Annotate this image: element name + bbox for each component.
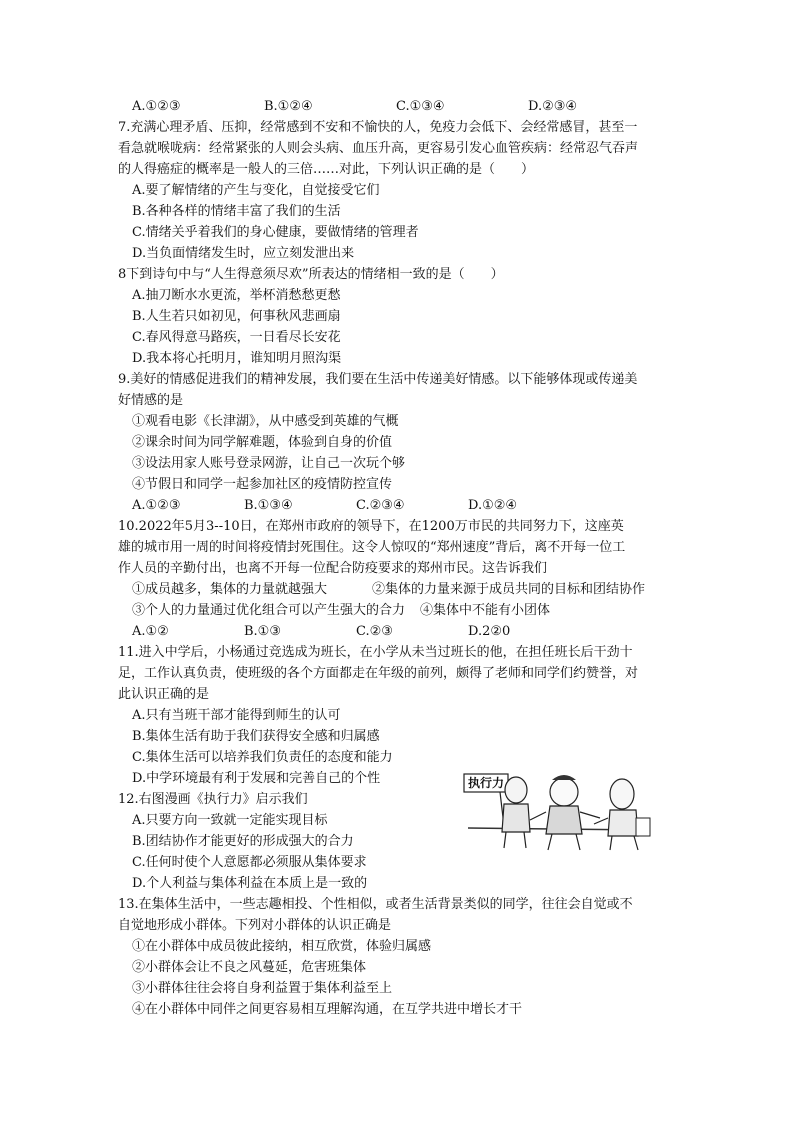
statement-item: ②小群体会让不良之风蔓延，危害班集体: [132, 960, 367, 975]
question-8: [118, 264, 678, 369]
option-d: D.中学环境最有利于发展和完善自己的个性: [132, 771, 381, 786]
option-a: A.①②: [132, 624, 169, 639]
option-a: A.抽刀断水水更流，举杯消愁愁更愁: [132, 288, 341, 303]
exam-page: [118, 96, 678, 1020]
option-a: A.①②③: [132, 99, 181, 114]
option-d: D.当负面情绪发生时，应立刻发泄出来: [132, 246, 355, 261]
question-7: [118, 117, 678, 264]
statement-item: ③设法用家人账号登录网游，让自己一次玩个够: [132, 456, 406, 471]
question-9: [118, 369, 678, 516]
option-c: C.情绪关乎着我们的身心健康，要做情绪的管理者: [132, 225, 419, 240]
option-b: B.①③④: [244, 498, 293, 513]
option-b: B.①③: [244, 624, 281, 639]
question-stem: 13.在集体生活中，一些志趣相投、个性相似，或者生活背景类似的同学，往往会自觉或不: [118, 897, 633, 912]
question-stem: 8下到诗句中与“人生得意须尽欢”所表达的情绪相一致的是（ ）: [118, 267, 504, 282]
question-stem: 此认识正确的是: [118, 687, 210, 702]
question-stem: 9.美好的情感促进我们的精神发展，我们要在生活中传递美好情感。以下能够体现或传递美: [118, 372, 638, 387]
option-b: B.团结协作才能更好的形成强大的合力: [132, 834, 354, 849]
option-c: C.任何时使个人意愿都必须服从集体要求: [132, 855, 367, 870]
question-11: [118, 642, 678, 789]
question-13: [118, 894, 678, 1020]
option-d: D.我本将心托明月，谁知明月照沟渠: [132, 351, 342, 366]
option-c: C.春风得意马路疾，一日看尽长安花: [132, 330, 341, 345]
option-b: B.各种各样的情绪丰富了我们的生活: [132, 204, 341, 219]
option-b: B.①②④: [264, 99, 313, 114]
statement-item: ①观看电影《长津湖》，从中感受到英雄的气概: [132, 414, 399, 429]
statement-item: ④集体中不能有小团体: [420, 603, 551, 618]
question-stem: 好情感的是: [118, 393, 184, 408]
statement-item: ③个人的力量通过优化组合可以产生强大的合力: [132, 603, 406, 618]
option-d: D.①②④: [468, 498, 518, 513]
option-c: C.集体生活可以培养我们负责任的态度和能力: [132, 750, 393, 765]
execution-cartoon-image: [460, 768, 660, 854]
statement-item: ④在小群体中同伴之间更容易相互理解沟通，在互学共进中增长才干: [132, 1002, 523, 1017]
statement-item: ②集体的力量来源于成员共同的目标和团结协作: [372, 582, 646, 597]
question-stem: 作人员的辛勤付出，也离不开每一位配合防疫要求的郑州市民。这告诉我们: [118, 561, 548, 576]
option-a: A.只要方向一致就一定能实现目标: [132, 813, 328, 828]
option-c: C.②③④: [356, 498, 405, 513]
option-b: B.集体生活有助于我们获得安全感和归属感: [132, 729, 380, 744]
question-10: [118, 516, 678, 642]
option-c: C.②③: [356, 624, 393, 639]
question-stem: 7.充满心理矛盾、压抑，经常感到不安和不愉快的人，免疫力会低下、会经常感冒，甚至一: [118, 120, 638, 135]
statement-row: [118, 600, 678, 621]
statement-item: ①成员越多，集体的力量就越强大: [132, 582, 328, 597]
option-d: D.2②0: [468, 624, 511, 639]
q10-options: [118, 621, 678, 642]
question-stem: 雄的城市用一周的时间将疫情封死围住。这令人惊叹的“郑州速度”背后，离不开每一位工: [118, 540, 626, 555]
statement-item: ③小群体往往会将自身利益置于集体利益至上: [132, 981, 393, 996]
option-a: A.只有当班干部才能得到师生的认可: [132, 708, 341, 723]
option-d: D.②③④: [528, 99, 578, 114]
statement-item: ④节假日和同学一起参加社区的疫情防控宣传: [132, 477, 393, 492]
statement-item: ①在小群体中成员彼此接纳，相互欣赏，体验归属感: [132, 939, 432, 954]
option-a: A.要了解情绪的产生与变化，自觉接受它们: [132, 183, 380, 198]
statement-row: [118, 579, 678, 600]
question-stem: 看急就喉咙病：经常紧张的人则会头病、血压升高，更容易引发心血管疾病：经常忍气吞声: [118, 141, 639, 156]
question-stem: 10.2022年5月3--10日，在郑州市政府的领导下，在1200万市民的共同努力下，这座英: [118, 519, 624, 534]
option-d: D.个人利益与集体利益在本质上是一致的: [132, 876, 368, 891]
question-stem: 11.进入中学后，小杨通过竞选成为班长，在小学从未当过班长的他，在担任班长后干劲十: [118, 645, 633, 660]
question-stem: 自觉地形成小群体。下列对小群体的认识正确是: [118, 918, 392, 933]
question-stem: 12.右图漫画《执行力》启示我们: [118, 792, 308, 807]
q9-options: [118, 495, 678, 516]
option-c: C.①③④: [396, 99, 445, 114]
question-stem: 足，工作认真负责，使班级的各个方面都走在年级的前列，颇得了老师和同学们约赞誉，对: [118, 666, 639, 681]
option-b: B.人生若只如初见，何事秋风悲画扇: [132, 309, 341, 324]
q6-options: [118, 96, 678, 117]
option-a: A.①②③: [132, 498, 181, 513]
question-stem: 的人得癌症的概率是一般人的三倍……对此，下列认识正确的是（ ）: [118, 162, 535, 177]
statement-item: ②课余时间为同学解难题，体验到自身的价值: [132, 435, 393, 450]
cartoon-sign-text: 执行力: [468, 776, 505, 790]
